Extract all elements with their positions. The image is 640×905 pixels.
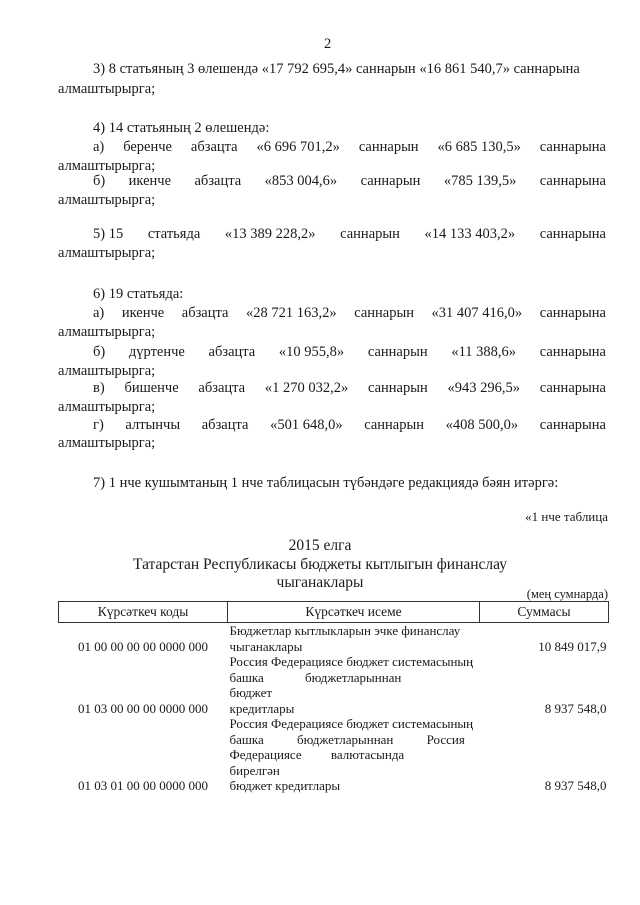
word: «1 270 032,2» — [264, 380, 349, 396]
word: абзацта — [198, 380, 246, 396]
word: беренче — [123, 139, 172, 155]
name-line: Россия Федерациясе бюджет системасының — [229, 654, 474, 669]
name-line: башка бюджетларыннан Россия — [229, 731, 465, 747]
word: саннарын — [354, 305, 414, 321]
word: статьяда — [147, 226, 201, 242]
item-6d-line-2: алмаштырырга; — [58, 435, 156, 451]
name-line: Федерациясе валютасында бирелгән — [229, 747, 405, 778]
item-6a-line-2: алмаштырырга; — [58, 324, 156, 340]
item-6a-line — [93, 304, 606, 322]
word: «13 389 228,2» — [224, 226, 316, 242]
item-5-line — [93, 225, 606, 243]
table-label: «1 нче таблица — [525, 509, 608, 524]
item-6c-line — [93, 379, 606, 397]
word: саннарын — [364, 417, 424, 433]
row-name — [228, 654, 480, 716]
row-code: 01 00 00 00 00 0000 000 — [78, 638, 208, 654]
name-line: башка бюджетларыннан бюджет — [229, 669, 402, 700]
item-3-line-2: алмаштырырга; — [58, 81, 156, 97]
name-line: Россия Федерациясе бюджет системасының — [229, 716, 474, 731]
row-code: 01 03 00 00 00 0000 000 — [78, 700, 208, 716]
header-code: Күрсәткеч коды — [59, 602, 228, 623]
header-name: Күрсәткеч исеме — [228, 602, 480, 623]
word: дүртенче — [128, 344, 185, 360]
word: «31 407 416,0» — [431, 305, 523, 321]
item-6b-line-2: алмаштырырга; — [58, 363, 156, 379]
word: абзацта — [194, 173, 242, 189]
word: саннарына — [539, 305, 606, 321]
name-line: Бюджетлар кытлыкларын эчке финанслау — [229, 623, 461, 638]
item-6d-line — [93, 416, 606, 434]
item-6b-line — [93, 343, 606, 361]
word: «6 696 701,2» — [256, 139, 340, 155]
word: «14 133 403,2» — [424, 226, 516, 242]
word: г) — [93, 417, 104, 433]
word: в) — [93, 380, 105, 396]
item-6c-line-2: алмаштырырга; — [58, 399, 156, 415]
word: «10 955,8» — [278, 344, 345, 360]
header-sum: Суммасы — [480, 602, 609, 623]
name-line: бюджет кредитлары — [229, 778, 341, 793]
word: саннарын — [340, 226, 400, 242]
word: саннарын — [367, 380, 428, 396]
name-line: кредитлары — [229, 700, 295, 716]
word: «501 648,0» — [270, 417, 343, 433]
word: саннарын — [358, 139, 419, 155]
word: а) — [93, 305, 105, 321]
word: «853 004,6» — [264, 173, 338, 189]
item-6-heading: 6) 19 статьяда: — [93, 286, 184, 302]
table-row — [59, 654, 609, 716]
word: саннарына — [539, 139, 606, 155]
table-row — [59, 623, 609, 655]
word: икенче — [128, 173, 172, 189]
item-3-line-1: 3) 8 статьяның 3 өлешендә «17 792 695,4» саннарын «16 861 540,7» саннарына — [93, 61, 580, 77]
word: абзацта — [201, 417, 249, 433]
item-4b-line-2: алмаштырырга; — [58, 192, 156, 208]
item-7-line: 7) 1 нче кушымтаның 1 нче таблицасын түбәндәге редакциядә бәян итәргә: — [93, 475, 559, 491]
word: саннарына — [539, 344, 606, 360]
word: бишенче — [124, 380, 179, 396]
title-year: 2015 елга — [288, 537, 352, 554]
financing-table — [58, 601, 609, 794]
word: «785 139,5» — [443, 173, 517, 189]
row-name — [228, 623, 480, 655]
table-header-row — [59, 602, 609, 623]
word: саннарына — [539, 380, 606, 396]
word: алтынчы — [125, 417, 181, 433]
word: абзацта — [181, 305, 229, 321]
item-4a-line-2: алмаштырырга; — [58, 158, 156, 174]
word: «28 721 163,2» — [246, 305, 337, 321]
row-sum: 10 849 017,9 — [538, 638, 607, 654]
title-line-3: чыганаклары — [276, 574, 364, 591]
word: абзацта — [208, 344, 256, 360]
row-sum: 8 937 548,0 — [544, 700, 607, 716]
word: «6 685 130,5» — [437, 139, 521, 155]
word: «11 388,6» — [451, 344, 517, 360]
item-5-line-2: алмаштырырга; — [58, 245, 156, 261]
word: икенче — [121, 305, 165, 321]
item-4-heading: 4) 14 статьяның 2 өлешендә: — [93, 120, 270, 136]
word: б) — [93, 344, 106, 360]
word: «408 500,0» — [445, 417, 519, 433]
word: саннарына — [539, 417, 606, 433]
name-line: чыганаклары — [229, 638, 303, 654]
page-number: 2 — [324, 36, 332, 52]
item-4b-line — [93, 172, 606, 190]
word: а) — [93, 139, 105, 155]
word: 5) 15 — [93, 226, 124, 242]
units-note: (мең сумнарда) — [526, 587, 608, 601]
word: «943 296,5» — [447, 380, 520, 396]
word: саннарына — [539, 173, 606, 189]
word: саннарына — [539, 226, 606, 242]
row-code: 01 03 01 00 00 0000 000 — [78, 778, 208, 793]
row-sum: 8 937 548,0 — [544, 778, 607, 793]
word: абзацта — [190, 139, 238, 155]
item-4a-line — [93, 138, 606, 156]
word: б) — [93, 173, 106, 189]
title-line-2: Татарстан Республикасы бюджеты кытлыгын финанслау — [132, 556, 508, 573]
word: саннарын — [360, 173, 421, 189]
table-row — [59, 716, 609, 794]
word: саннарын — [367, 344, 428, 360]
row-name — [228, 716, 480, 794]
